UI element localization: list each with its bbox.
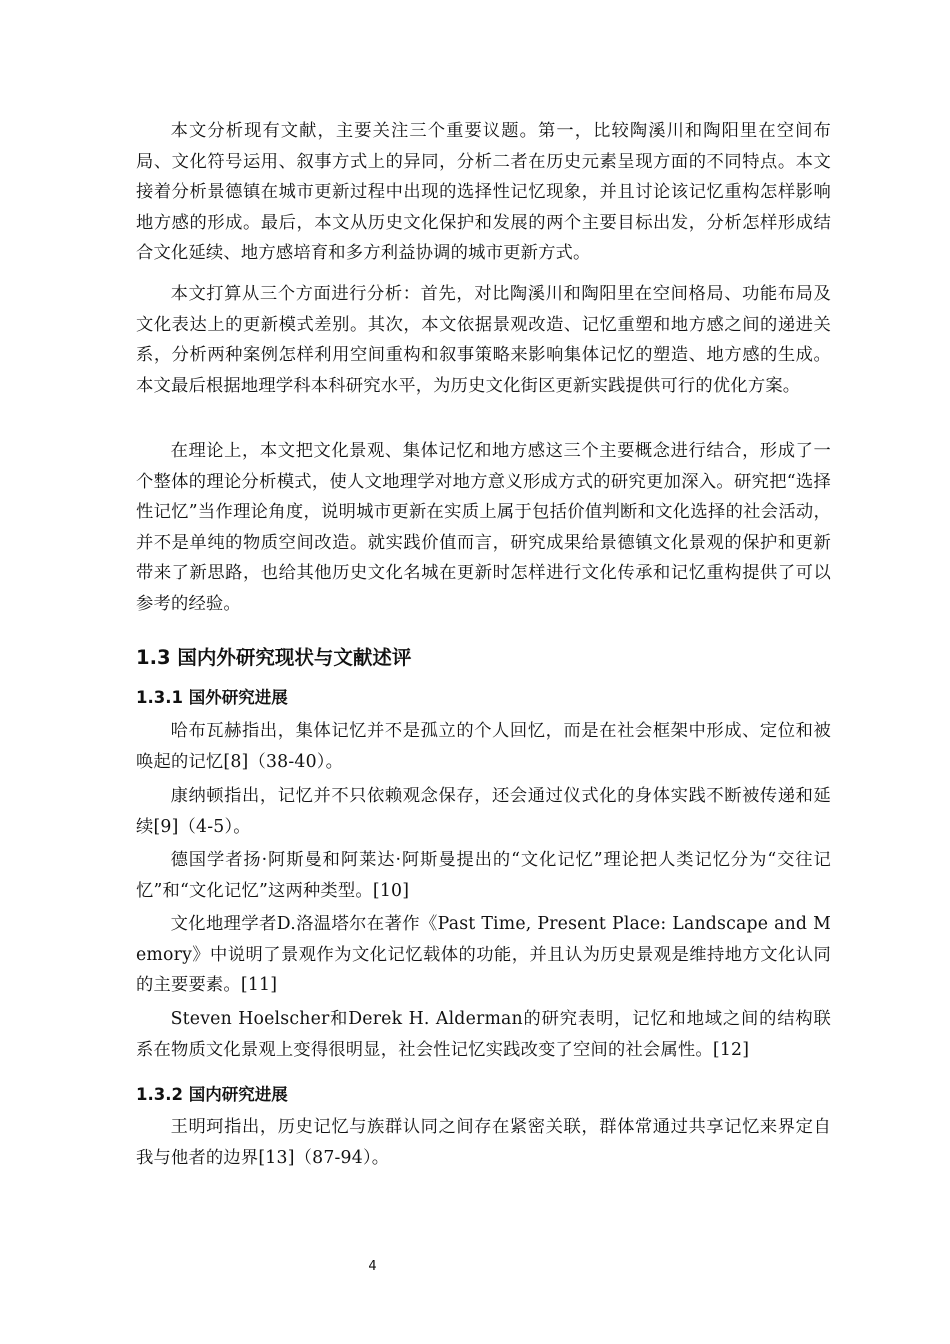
section-heading: 1.3 国内外研究现状与文献述评 <box>136 646 412 669</box>
body-paragraph: 康纳顿指出，记忆并不只依赖观念保存，还会通过仪式化的身体实践不断被传递和延续[9]（4-5）。 <box>136 786 831 837</box>
body-paragraph: 哈布瓦赫指出，集体记忆并不是孤立的个人回忆，而是在社会框架中形成、定位和被唤起的记忆[8]（38-40）。 <box>136 721 831 772</box>
body-paragraph: 本文打算从三个方面进行分析：首先，对比陶溪川和陶阳里在空间格局、功能布局及文化表达上的更新模式差别。其次，本文依据景观改造、记忆重塑和地方感之间的递进关系，分析两种案例怎样利用空间重构和叙事策略来影响集体记忆的塑造、地方感的生成。本文最后根据地理学科本科研究水平，为历史文化街区更新实践提供可行的优化方案。 <box>136 284 831 396</box>
body-paragraph: 文化地理学者D.洛温塔尔在著作《Past Time, Present Place: Landscape and Memory》中说明了景观作为文化记忆载体的功能，并且认为历史景观是维持地方文化认同的主要要素。[11] <box>136 914 831 995</box>
page-number: 4 <box>368 1259 377 1274</box>
body-paragraph: 在理论上，本文把文化景观、集体记忆和地方感这三个主要概念进行结合，形成了一个整体的理论分析模式，使人文地理学对地方意义形成方式的研究更加深入。研究把“选择性记忆”当作理论角度，说明城市更新在实质上属于包括价值判断和文化选择的社会活动，并不是单纯的物质空间改造。就实践价值而言，研究成果给景德镇文化景观的保护和更新带来了新思路，也给其他历史文化名城在更新时怎样进行文化传承和记忆重构提供了可以参考的经验。 <box>136 441 831 614</box>
body-paragraph: 德国学者扬·阿斯曼和阿莱达·阿斯曼提出的“文化记忆”理论把人类记忆分为“交往记忆”和“文化记忆”这两种类型。[10] <box>136 850 831 901</box>
body-paragraph: 本文分析现有文献，主要关注三个重要议题。第一，比较陶溪川和陶阳里在空间布局、文化符号运用、叙事方式上的异同，分析二者在历史元素呈现方面的不同特点。本文接着分析景德镇在城市更新过程中出现的选择性记忆现象，并且讨论该记忆重构怎样影响地方感的形成。最后，本文从历史文化保护和发展的两个主要目标出发，分析怎样形成结合文化延续、地方感培育和多方利益协调的城市更新方式。 <box>136 121 831 263</box>
body-paragraph: Steven Hoelscher和Derek H. Alderman的研究表明，记忆和地域之间的结构联系在物质文化景观上变得很明显，社会性记忆实践改变了空间的社会属性。[12] <box>136 1009 831 1060</box>
body-paragraph: 王明珂指出，历史记忆与族群认同之间存在紧密关联，群体常通过共享记忆来界定自我与他者的边界[13]（87-94）。 <box>136 1117 831 1168</box>
subsection-heading: 1.3.2 国内研究进展 <box>136 1085 288 1104</box>
subsection-heading: 1.3.1 国外研究进展 <box>136 688 288 707</box>
